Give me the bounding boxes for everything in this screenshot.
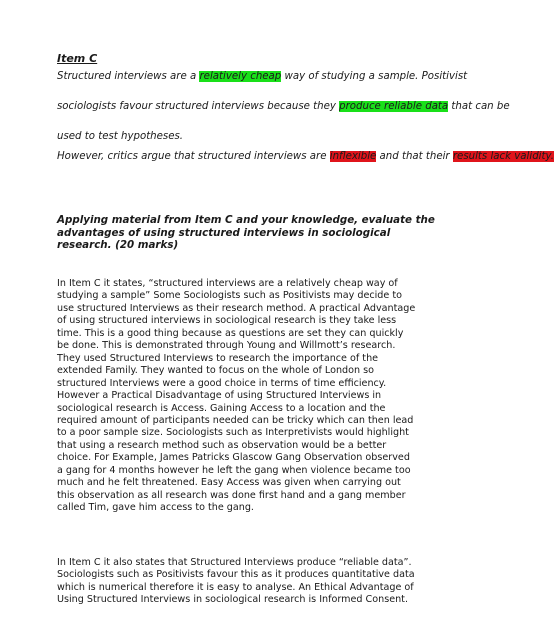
item-heading: Item C <box>57 52 98 65</box>
paragraph-line: choice. For Example, James Patricks Glascow Gang Observation observed <box>57 452 410 464</box>
paragraph-line: studying a sample” Some Sociologists such as Positivists may decide to <box>57 290 402 302</box>
paragraph-line: However a Practical Disadvantage of using Structured Interviews in <box>57 390 382 402</box>
item-line-4-text-before: However, critics argue that structured interviews are <box>57 151 330 162</box>
paragraph-line: this observation as all research was done first hand and a gang member <box>57 489 406 501</box>
highlight-relatively-cheap: relatively cheap <box>199 71 282 82</box>
highlight-inflexible: inflexible <box>329 151 377 162</box>
item-line-1-text-after: way of studying a sample. Positivist <box>281 71 468 82</box>
essay-question <box>57 214 435 252</box>
paragraph-line: of using structured interviews in sociological research is they take less <box>57 315 397 327</box>
paragraph-line: sociological research is Access. Gaining Access to a location and the <box>57 402 386 414</box>
paragraph-line: Sociologists such as Positivists favour this as it produces quantitative data <box>57 569 415 581</box>
item-line-2 <box>57 100 510 114</box>
paragraph-line: that using a research method such as observation would be a better <box>57 439 387 451</box>
item-line-1 <box>57 70 467 84</box>
paragraph-line: Using Structured Interviews in sociological research is Informed Consent. <box>57 594 408 606</box>
paragraph-line: required amount of participants needed can be tricky which can then lead <box>57 414 414 426</box>
item-line-2-text-before: sociologists favour structured interviews because they <box>57 101 340 112</box>
paragraph-line: use structured Interviews as their research method. A practical Advantage <box>57 302 416 314</box>
highlight-results-lack-validity: results lack validity. <box>452 151 554 162</box>
paragraph-line: extended Family. They wanted to focus on the whole of London so <box>57 365 374 377</box>
paragraph-line: called Tim, gave him access to the gang. <box>57 502 254 514</box>
paragraph-line: which is numerical therefore it is easy to analyse. An Ethical Advantage of <box>57 581 414 593</box>
question-line: research. (20 marks) <box>57 239 179 252</box>
question-line: Applying material from Item C and your knowledge, evaluate the <box>57 214 435 226</box>
paragraph-line: to a poor sample size. Sociologists such as Interpretivists would highlight <box>57 427 409 439</box>
highlight-produce-reliable-data: produce reliable data <box>339 101 449 112</box>
item-line-1-text-before: Structured interviews are a <box>57 71 200 82</box>
item-line-2-text-after: that can be <box>448 101 510 112</box>
paragraph-line: be done. This is demonstrated through Young and Willmott’s research. <box>57 340 396 352</box>
paragraph-line: a gang for 4 months however he left the gang when violence became too <box>57 464 411 476</box>
paragraph-line: time. This is a good thing because as questions are set they can quickly <box>57 327 404 339</box>
paragraph-line: much and he felt threatened. Easy Access was given when carrying out <box>57 477 401 489</box>
paragraph-line: They used Structured Interviews to research the importance of the <box>57 352 379 364</box>
paragraph-line: In Item C it also states that Structured Interviews produce “reliable data”. <box>57 557 412 568</box>
item-line-4-text-middle: and that their <box>376 151 453 162</box>
question-line: advantages of using structured interviews in sociological <box>57 226 391 239</box>
paragraph-line: structured Interviews were a good choice in terms of time efficiency. <box>57 377 387 389</box>
item-line-4 <box>57 150 554 164</box>
answer-paragraph-2 <box>57 557 415 607</box>
answer-paragraph-1 <box>57 278 415 515</box>
item-line-3: used to test hypotheses. <box>57 131 184 142</box>
paragraph-line: In Item C it states, “structured interviews are a relatively cheap way of <box>57 278 398 289</box>
